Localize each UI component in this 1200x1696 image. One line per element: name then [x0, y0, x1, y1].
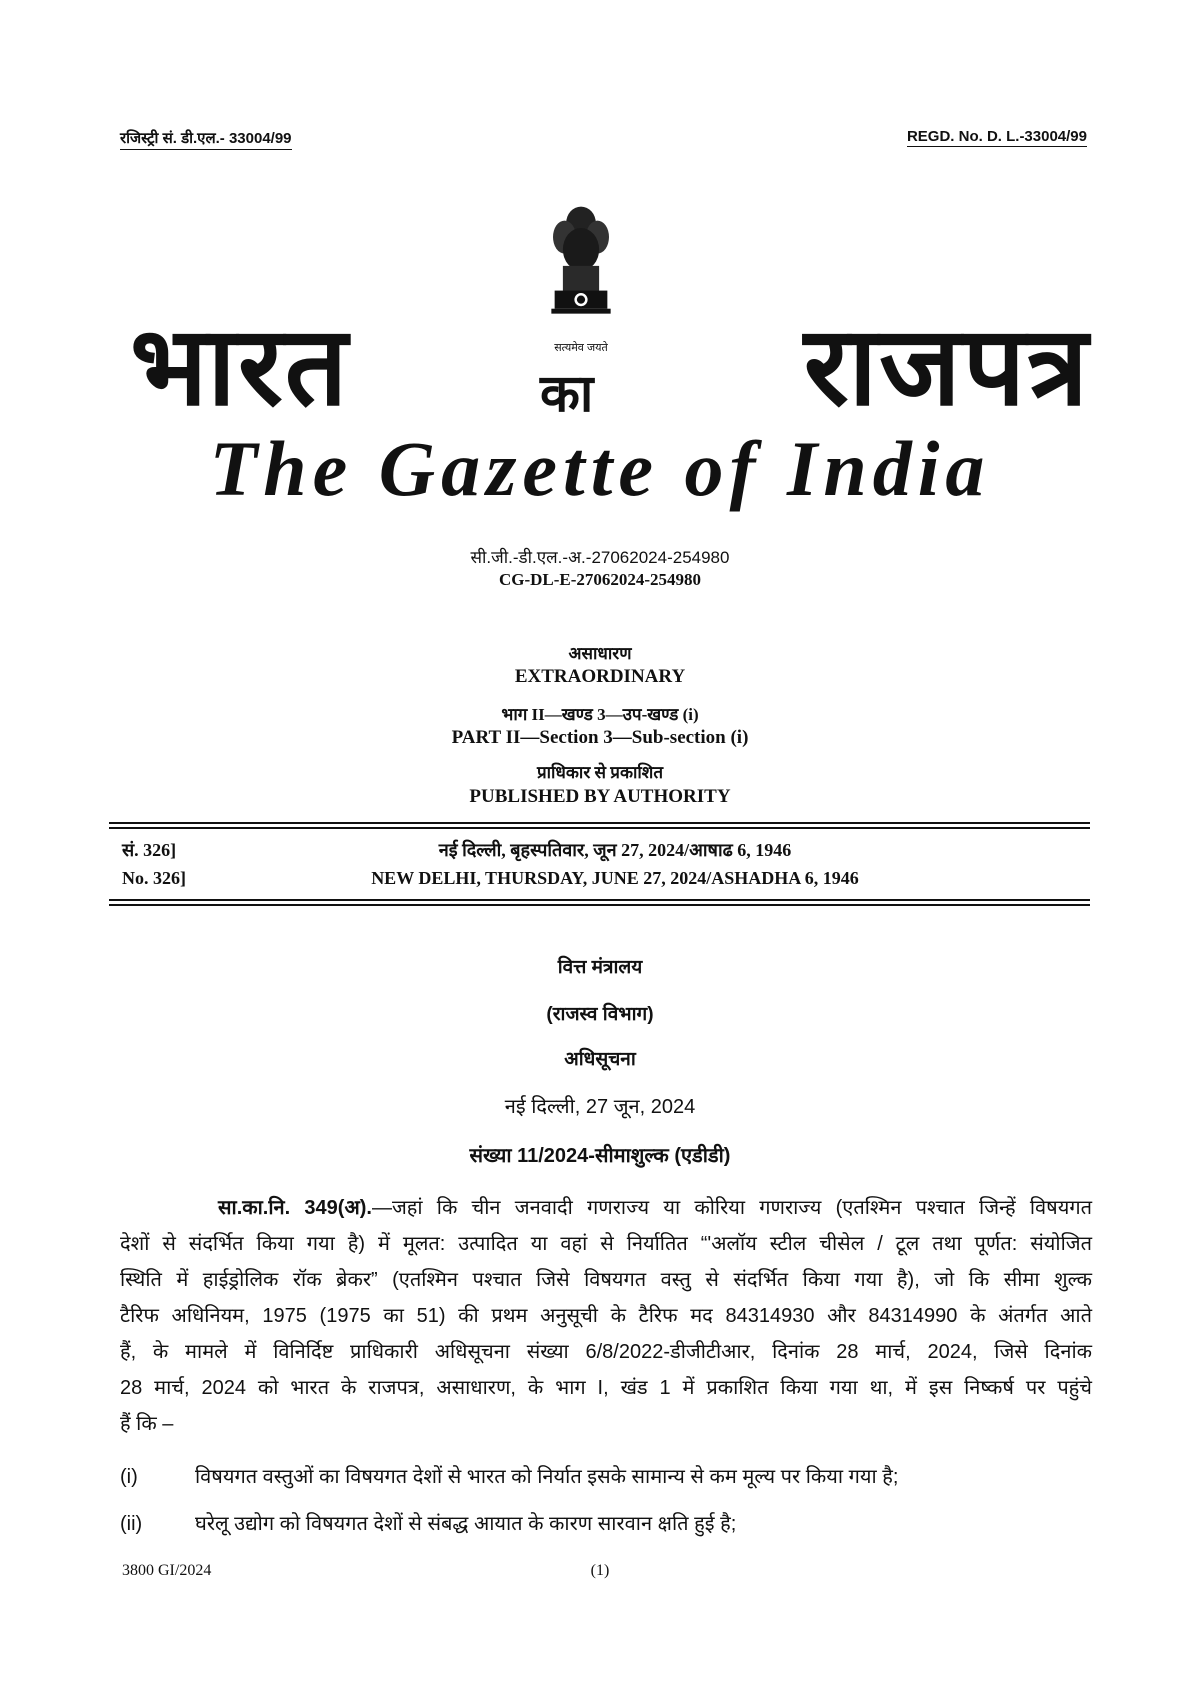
- issue-number-hindi: सं. 326]: [122, 840, 177, 860]
- paragraph-line: टैरिफ अधिनियम, 1975 (1975 का 51) की प्रथम अनुसूची के टैरिफ मद 84314930 और 84314990 के अंतर्गत आते: [120, 1305, 1092, 1327]
- paragraph-line: हैं, के मामले में विनिर्दिष्ट प्राधिकारी अधिसूचना संख्या 6/8/2022-डीजीटीआर, दिनांक 28 मार्च, 2024, जिसे दिनांक: [120, 1341, 1092, 1363]
- notification-heading: अधिसूचना: [564, 1049, 636, 1070]
- registration-number-english: REGD. No. D. L.-33004/99: [906, 128, 1087, 145]
- authority-hindi: प्राधिकार से प्रकाशित: [536, 763, 664, 782]
- paragraph-line: सा.का.नि. 349(अ).—जहां कि चीन जनवादी गणराज्य या कोरिया गणराज्य (एतश्मिन पश्चात जिन्हें विषयगत: [218, 1197, 1092, 1219]
- emblem-motto: सत्यमेव जयते: [554, 342, 608, 354]
- notification-paragraph: [120, 1190, 1092, 1442]
- paragraph-line: 28 मार्च, 2024 को भारत के राजपत्र, असाधारण, के भाग I, खंड 1 में प्रकाशित किया गया था, में इस निष्कर्ष पर पहुंचे: [120, 1377, 1092, 1399]
- part-english: PART II—Section 3—Sub-section (i): [451, 727, 749, 748]
- notification-place-date: नई दिल्ली, 27 जून, 2024: [504, 1096, 696, 1118]
- department-name: (राजस्व विभाग): [546, 1004, 654, 1025]
- issue-number-english: No. 326]: [122, 868, 186, 888]
- extraordinary-hindi: असाधारण: [568, 644, 632, 663]
- ministry-name: वित्त मंत्रालय: [557, 957, 643, 978]
- finding-label: (i): [120, 1466, 138, 1488]
- issue-date-hindi: नई दिल्ली, बृहस्पतिवार, जून 27, 2024/आषाढ 6, 1946: [438, 840, 792, 860]
- issue-date-english: NEW DELHI, THURSDAY, JUNE 27, 2024/ASHADHA 6, 1946: [371, 868, 859, 888]
- finding-item: [120, 1509, 736, 1536]
- finding-item: [120, 1462, 898, 1489]
- part-hindi: भाग II—खण्ड 3—उप-खण्ड (i): [501, 705, 699, 724]
- notification-number: संख्या 11/2024-सीमाशुल्क (एडीडी): [469, 1145, 731, 1167]
- divider-top: [109, 822, 1090, 829]
- extraordinary-english: EXTRAORDINARY: [514, 666, 686, 687]
- gazette-code-hindi: सी.जी.-डी.एल.-अ.-27062024-254980: [470, 548, 730, 567]
- paragraph-line: स्थिति में हाईड्रोलिक रॉक ब्रेकर” (एतश्मिन पश्चात जिसे विषयगत वस्तु से संदर्भित किया गया है), जो कि सीमा शुल्क: [120, 1269, 1092, 1291]
- title-word-bharat: भारत: [130, 305, 350, 428]
- paragraph-line: हैं कि –: [120, 1413, 174, 1435]
- masthead-title-english: The Gazette of India: [209, 425, 991, 512]
- registration-number-hindi: रजिस्ट्री सं. डी.एल.- 33004/99: [120, 128, 292, 150]
- paragraph-line: देशों से संदर्भित किया गया है) में मूलत: उत्पादित या वहां से निर्यातित “'अलॉय स्टील चीसेल / टूल तथा पूर्णत: संयोजित: [120, 1233, 1092, 1255]
- title-word-rajpatra: राजपत्र: [803, 305, 1090, 428]
- divider-bottom: [109, 899, 1090, 906]
- finding-text: घरेलू उद्योग को विषयगत देशों से संबद्ध आयात के कारण सारवान क्षति हुई है;: [195, 1513, 737, 1535]
- gazette-code-english: CG-DL-E-27062024-254980: [498, 570, 702, 589]
- footer-code: 3800 GI/2024: [122, 1562, 212, 1579]
- title-word-ka: का: [540, 365, 594, 423]
- national-emblem-icon: [535, 200, 627, 360]
- finding-text: विषयगत वस्तुओं का विषयगत देशों से भारत को निर्यात इसके सामान्य से कम मूल्य पर किया गया है;: [195, 1466, 899, 1488]
- gsr-reference: सा.का.नि. 349(अ).: [218, 1197, 372, 1219]
- finding-label: (ii): [120, 1513, 143, 1535]
- authority-english: PUBLISHED BY AUTHORITY: [469, 786, 731, 807]
- page-number: (1): [590, 1562, 610, 1579]
